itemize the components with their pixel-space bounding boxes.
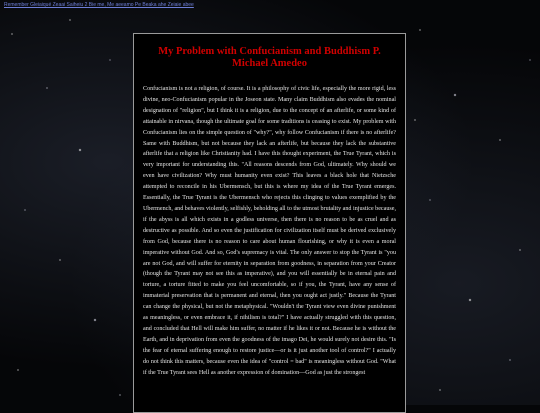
article-title: My Problem with Confucianism and Buddhism P. Michael Amedeo: [158, 46, 381, 69]
article-body: Confucianism is not a religion, of course. It is a philosophy of civic life, especially the more rigid, less divine, neo-Confucianism popular in the Joseon state. Many claim Buddhism also evades the nominal designation of "religion", but I think it is a religion, due to the concept of an afterlife, or some kind of attainable in nirvana, though the ultimate goal for some traditions is ceasing to exist. My problem with Confucianism lies on the simple question of "why?", why follow Confucianism if there is no afterlife? Same with Buddhism, but not because they lack an afterlife, but because they lack the substantive afterlife that a religion like Christianity had. I have this thought experiment, the True Tyrant, which is very important for understanding this. "All reasons descends from God, ultimately. Why should we even have civilization? Why must humanity even exist? This leaves a black hole that Nietzsche attempted to reconcile in his Ubermensch, but this is where my idea of the True Tyrant emerges. Essentially, the True Tyrant is the Ubermensch who rejects this clinging to values exemplified by the Ubermench, and behaves violently, selfishly, beholding all to the utmost brutality and injustice because, if the abyss is all which exists in a godless universe, then there is no reason to be as cruel and as destructive as possible. And so even the justification for civilization itself must be derived exclusively from God, because there is no reason to care about human flourishing, or why it is even a moral imperative without God. And so, God's supremacy is vital. The only answer to stop the Tyrant is "you are not God, and will suffer for eternity in separation from goodness, in separation from your Creator (though the Tyrant may not see this as imperative), and you will essentially be in eternal pain and torture, a torture fitted to make you feel uncomfortable, so if you, the Tyrant, have any sense of immaterial preservation that is permanent and eternal, then you ought act justly." Because the Tyrant can change the physical, but not the metaphysical. "Wouldn't the Tyrant view even divine punishment as meaningless, or even embrace it, if nihilism is total?" I have actually struggled with this question, and concluded that Hell will make him suffer, no matter if he likes it or not. Because he is without the Earth, and in deprivation from even the goodness of the imago Dei, he would surely not desire this. "Is the fear of eternal suffering enough to restore justice—or is it just another tool of control?" I actually do not think this matters, because even the idea of "control = bad" is meaningless without God. "What if the True Tyrant sees Hell as another expression of domination—God as just the strongest: [143, 86, 396, 376]
header-link[interactable]: Remember Gleiaiqué Zeaai Saiheiu 2 Bie me, Me aeeamo Pe Beaka ahe Zeiaie abee: [4, 2, 194, 8]
article-panel: [133, 33, 406, 413]
